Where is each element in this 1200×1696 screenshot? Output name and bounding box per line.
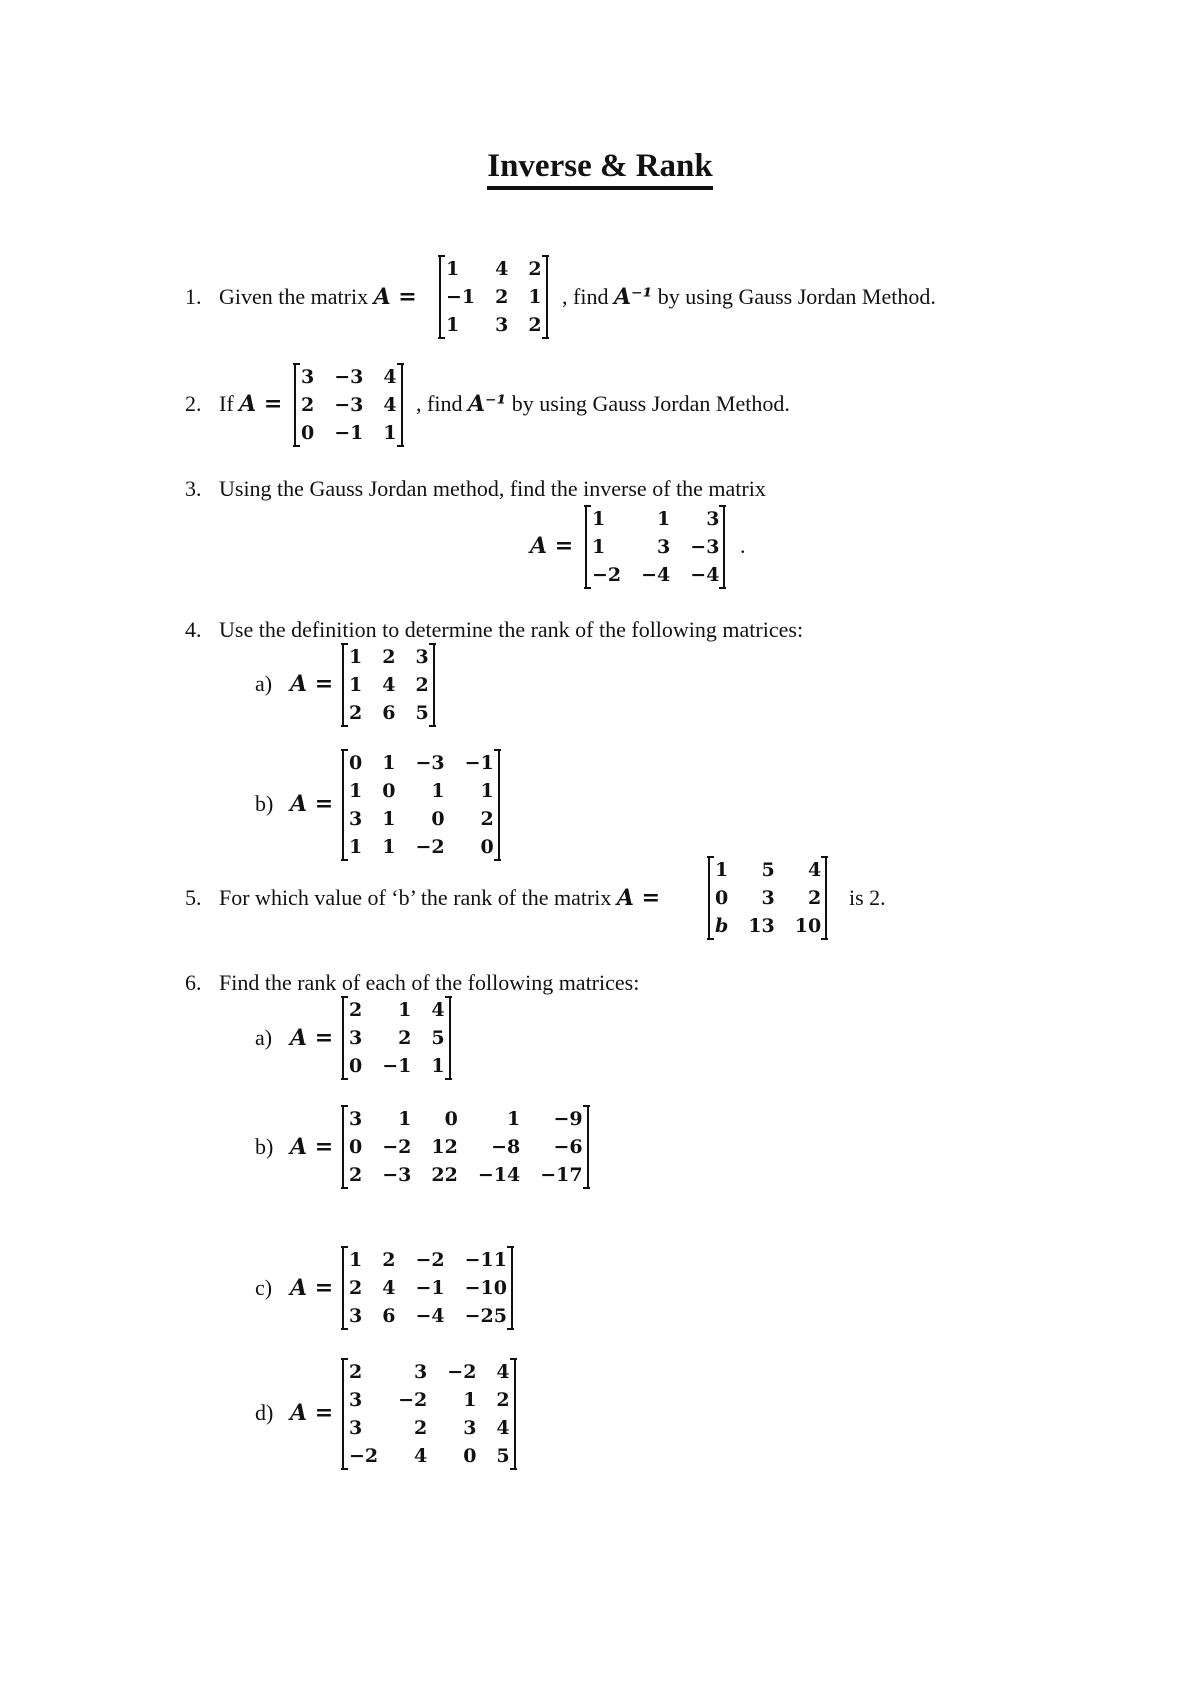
matrix-row: [343, 699, 434, 727]
q1-matrix: [439, 255, 548, 339]
matrix-row: [586, 505, 724, 533]
matrix-cell: −17: [540, 1164, 583, 1186]
matrix-cell: 4: [496, 1417, 510, 1439]
matrix-row: [343, 996, 450, 1024]
matrix-cell: 2: [349, 1164, 363, 1186]
matrix-row: [343, 805, 499, 833]
q2-matrix: [294, 363, 403, 447]
matrix-cell: −2: [592, 564, 622, 586]
q4a-matrix: [342, 643, 435, 727]
matrix-cell: −9: [553, 1108, 583, 1130]
q5-text-end: is 2.: [849, 885, 886, 910]
q1-text-start: Given the matrix A =: [219, 284, 417, 310]
matrix-cell: 4: [496, 1361, 510, 1383]
matrix-cell: 3: [495, 314, 509, 336]
matrix-cell: 3: [349, 1305, 363, 1327]
matrix-cell: 0: [715, 887, 729, 909]
matrix-row: [709, 912, 826, 940]
matrix-cell: 0: [463, 1445, 477, 1467]
q6b-matrix: [342, 1105, 589, 1189]
matrix-cell: 22: [431, 1164, 458, 1186]
q5-matrix: [708, 856, 827, 940]
matrix-cell: −1: [446, 286, 476, 308]
matrix-cell: −3: [690, 536, 720, 558]
matrix-cell: 1: [349, 1249, 363, 1271]
matrix-cell: 3: [657, 536, 671, 558]
matrix-row: [343, 1386, 515, 1414]
q1-inverse: A⁻¹: [613, 284, 653, 310]
q6-text: Find the rank of each of the following matrices:: [219, 970, 640, 995]
q2-number: 2.: [185, 391, 202, 416]
q2-text-end: , find A⁻¹ by using Gauss Jordan Method.: [416, 391, 790, 417]
matrix-cell: 2: [349, 1361, 363, 1383]
matrix-cell: 3: [415, 646, 429, 668]
q4a-variable: A =: [290, 671, 334, 697]
matrix-row: [343, 1358, 515, 1386]
page-title: Inverse & Rank: [0, 148, 1200, 190]
matrix-row: [343, 1274, 512, 1302]
matrix-cell: 1: [528, 286, 542, 308]
matrix-row: [343, 777, 499, 805]
matrix-cell: 2: [496, 1389, 510, 1411]
matrix-cell: 12: [431, 1136, 458, 1158]
q2-variable: A =: [239, 391, 283, 417]
matrix-cell: 2: [301, 394, 315, 416]
matrix-row: [343, 1442, 515, 1470]
matrix-row: [343, 833, 499, 861]
q6b-variable: A =: [290, 1134, 334, 1160]
matrix-cell: 1: [349, 780, 363, 802]
matrix-cell: −3: [382, 1164, 412, 1186]
q6c-variable: A =: [290, 1275, 334, 1301]
matrix-cell: −3: [334, 394, 364, 416]
matrix-cell: 5: [761, 859, 775, 881]
matrix-cell: −2: [398, 1389, 428, 1411]
q5-variable: A =: [616, 885, 661, 911]
matrix-cell: −14: [477, 1164, 521, 1186]
matrix-row: [295, 363, 402, 391]
q3-text: Using the Gauss Jordan method, find the inverse of the matrix: [219, 476, 766, 501]
matrix-row: [295, 391, 402, 419]
matrix-cell: 1: [446, 258, 460, 280]
matrix-cell: 1: [506, 1108, 521, 1130]
matrix-cell: 1: [463, 1389, 477, 1411]
matrix-cell: 2: [495, 286, 509, 308]
matrix-cell: 3: [463, 1417, 477, 1439]
matrix-row: [343, 671, 434, 699]
q4b-matrix: [342, 749, 500, 861]
matrix-cell: 2: [349, 999, 363, 1021]
q1-variable: A =: [373, 284, 417, 310]
matrix-row: [343, 1161, 588, 1189]
matrix-row: [343, 1414, 515, 1442]
matrix-cell: 0: [431, 808, 445, 830]
matrix-cell: 0: [382, 780, 396, 802]
matrix-cell: 2: [398, 1027, 412, 1049]
matrix-cell: 3: [349, 808, 363, 830]
matrix-cell: 1: [480, 780, 494, 802]
matrix-cell: 2: [480, 808, 494, 830]
q6d-matrix: [342, 1358, 516, 1470]
matrix-cell: −8: [491, 1136, 521, 1158]
matrix-row: [343, 1052, 450, 1080]
q4b-variable: A =: [290, 791, 334, 817]
matrix-cell: 5: [496, 1445, 510, 1467]
q5-text: For which value of ‘b’ the rank of the matrix A =: [219, 885, 661, 911]
matrix-cell: 4: [382, 674, 396, 696]
matrix-cell: 0: [349, 1055, 363, 1077]
matrix-cell: 6: [382, 1305, 396, 1327]
matrix-cell: 1: [349, 836, 363, 858]
matrix-row: [709, 884, 826, 912]
matrix-cell: −2: [382, 1136, 412, 1158]
matrix-cell: 3: [349, 1027, 363, 1049]
matrix-cell: 1: [382, 836, 396, 858]
matrix-cell: 1: [398, 999, 412, 1021]
matrix-cell: 2: [382, 646, 396, 668]
matrix-cell: −2: [447, 1361, 477, 1383]
q3-variable: A =: [530, 533, 574, 559]
matrix-cell: 3: [349, 1417, 363, 1439]
matrix-row: [440, 283, 547, 311]
matrix-row: [440, 311, 547, 339]
matrix-cell: −10: [464, 1277, 507, 1299]
matrix-cell: 3: [414, 1361, 428, 1383]
q6b-label: b): [255, 1134, 274, 1159]
matrix-cell: 2: [349, 702, 363, 724]
matrix-cell: b: [715, 915, 729, 937]
matrix-row: [343, 1105, 588, 1133]
matrix-cell: 1: [383, 422, 397, 444]
matrix-cell: −11: [464, 1249, 507, 1271]
matrix-row: [343, 1024, 450, 1052]
q1-number: 1.: [185, 284, 202, 309]
matrix-cell: 10: [794, 915, 822, 937]
q6a-matrix: [342, 996, 451, 1080]
matrix-cell: 3: [349, 1108, 363, 1130]
matrix-cell: −4: [690, 564, 720, 586]
matrix-cell: 1: [715, 859, 729, 881]
q5-number: 5.: [185, 885, 202, 910]
matrix-cell: 2: [414, 1417, 428, 1439]
matrix-cell: 2: [349, 1277, 363, 1299]
matrix-cell: 3: [706, 508, 720, 530]
matrix-cell: 4: [383, 366, 397, 388]
matrix-cell: 2: [415, 674, 429, 696]
q3-period: .: [740, 533, 746, 558]
matrix-cell: 13: [748, 915, 775, 937]
matrix-cell: −6: [553, 1136, 583, 1158]
matrix-cell: 1: [349, 674, 363, 696]
matrix-cell: 0: [444, 1108, 458, 1130]
matrix-cell: 1: [382, 808, 396, 830]
matrix-cell: −3: [415, 752, 445, 774]
matrix-cell: 2: [528, 314, 542, 336]
matrix-cell: 5: [415, 702, 429, 724]
matrix-row: [586, 561, 724, 589]
matrix-cell: 4: [807, 859, 822, 881]
matrix-cell: 4: [414, 1445, 428, 1467]
q3-number: 3.: [185, 476, 202, 501]
matrix-cell: 1: [446, 314, 460, 336]
matrix-cell: 2: [528, 258, 542, 280]
matrix-cell: 4: [382, 1277, 396, 1299]
matrix-row: [343, 749, 499, 777]
q4-number: 4.: [185, 617, 202, 642]
matrix-cell: −2: [415, 836, 445, 858]
q6-number: 6.: [185, 970, 202, 995]
matrix-cell: −25: [464, 1305, 507, 1327]
matrix-row: [343, 1246, 512, 1274]
q1-text-end: , find A⁻¹ by using Gauss Jordan Method.: [562, 284, 936, 310]
matrix-cell: 3: [301, 366, 315, 388]
matrix-row: [440, 255, 547, 283]
matrix-cell: −1: [382, 1055, 412, 1077]
matrix-cell: 3: [761, 887, 775, 909]
q2-inverse: A⁻¹: [467, 391, 507, 417]
matrix-cell: 1: [431, 780, 445, 802]
matrix-cell: 1: [349, 646, 363, 668]
q4a-label: a): [255, 671, 273, 696]
q2-text-start: If A =: [219, 391, 283, 417]
matrix-cell: 1: [657, 508, 671, 530]
matrix-row: [343, 1133, 588, 1161]
matrix-cell: 2: [807, 887, 822, 909]
matrix-cell: 2: [382, 1249, 396, 1271]
matrix-row: [586, 533, 724, 561]
matrix-cell: 1: [592, 536, 606, 558]
matrix-row: [343, 1302, 512, 1330]
matrix-row: [343, 643, 434, 671]
q6c-matrix: [342, 1246, 513, 1330]
matrix-cell: −1: [415, 1277, 445, 1299]
q3-matrix: [585, 505, 725, 589]
matrix-cell: 1: [382, 752, 396, 774]
matrix-cell: −2: [349, 1445, 379, 1467]
matrix-cell: 3: [349, 1389, 363, 1411]
q6d-variable: A =: [290, 1400, 334, 1426]
matrix-cell: −4: [641, 564, 671, 586]
matrix-cell: −1: [334, 422, 364, 444]
matrix-cell: −2: [415, 1249, 445, 1271]
q6a-variable: A =: [290, 1025, 334, 1051]
matrix-cell: 0: [301, 422, 315, 444]
matrix-cell: 1: [431, 1055, 445, 1077]
matrix-cell: 5: [431, 1027, 445, 1049]
matrix-cell: 4: [495, 258, 509, 280]
matrix-row: [709, 856, 826, 884]
matrix-cell: 0: [349, 1136, 363, 1158]
matrix-cell: −1: [464, 752, 494, 774]
matrix-cell: 0: [480, 836, 494, 858]
matrix-cell: 1: [398, 1108, 412, 1130]
matrix-cell: 4: [431, 999, 445, 1021]
q6c-label: c): [255, 1275, 273, 1300]
matrix-cell: −4: [415, 1305, 445, 1327]
matrix-cell: 6: [382, 702, 396, 724]
matrix-cell: 4: [383, 394, 397, 416]
q4-text: Use the definition to determine the rank of the following matrices:: [219, 617, 804, 642]
matrix-cell: −3: [334, 366, 364, 388]
matrix-cell: 1: [592, 508, 606, 530]
matrix-cell: 0: [349, 752, 363, 774]
matrix-row: [295, 419, 402, 447]
q6d-label: d): [255, 1400, 274, 1425]
q4b-label: b): [255, 791, 274, 816]
q6a-label: a): [255, 1025, 273, 1050]
